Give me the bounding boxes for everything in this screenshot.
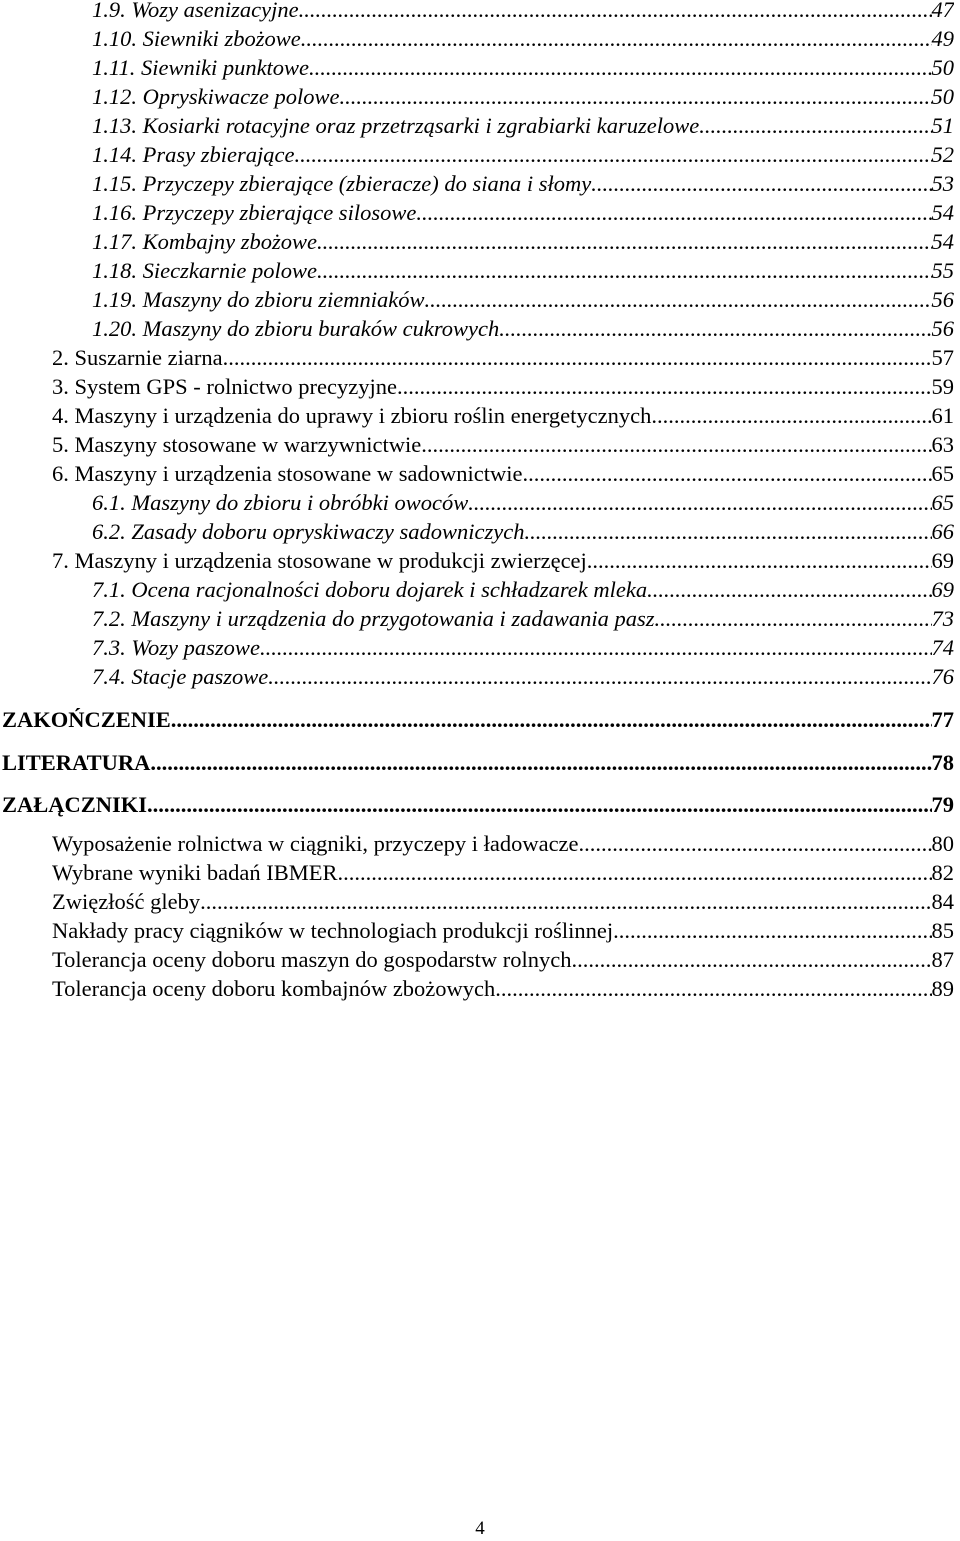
toc-dot-leader [416,199,931,227]
toc-entry[interactable] [92,518,954,546]
toc-dot-leader [317,257,932,285]
toc-entry[interactable] [92,634,954,662]
toc-dot-leader [309,54,931,82]
toc-dot-leader [200,888,931,916]
toc-dot-leader [579,830,932,858]
toc-entry[interactable] [2,790,954,820]
toc-dot-leader [468,489,931,517]
toc-entry[interactable] [92,663,954,691]
toc-entry-page-number: 61 [931,403,954,428]
toc-dot-leader [294,141,931,169]
toc-entry-page-number: 54 [931,229,954,254]
toc-entry[interactable] [92,605,954,633]
toc-entry[interactable] [92,83,954,111]
toc-entry-page-number: 73 [931,606,954,631]
toc-entry-title: Wybrane wyniki badań IBMER [52,860,338,885]
toc-entry-title: Tolerancja oceny doboru kombajnów zbożowych [52,976,496,1001]
toc-entry-title: 1.11. Siewniki punktowe [92,55,310,80]
toc-entry[interactable] [52,402,954,430]
toc-entry-title: 7.2. Maszyny i urządzenia do przygotowania i zadawania pasz [92,606,655,631]
toc-entry[interactable] [52,888,954,916]
toc-entry-title: 1.12. Opryskiwacze polowe [92,84,340,109]
toc-entry-page-number: 52 [931,142,954,167]
toc-entry-title: 5. Maszyny stosowane w warzywnictwie [52,432,422,457]
toc-entry-page-number: 74 [931,635,954,660]
toc-entry-title: 2. Suszarnie ziarna [52,345,223,370]
toc-entry-title: 4. Maszyny i urządzenia do uprawy i zbioru roślin energetycznych [52,403,652,428]
toc-dot-leader [301,25,932,53]
toc-entry-title: 7.1. Ocena racjonalności doboru dojarek i schładzarek mleka [92,577,648,602]
toc-entry-page-number: 77 [931,707,954,732]
toc-dot-leader [655,605,932,633]
toc-entry[interactable] [92,54,954,82]
toc-entry-title: 6.1. Maszyny do zbioru i obróbki owoców [92,490,469,515]
toc-entry-page-number: 56 [931,287,954,312]
toc-entry[interactable] [52,859,954,887]
toc-entry[interactable] [2,748,954,778]
toc-entry[interactable] [92,25,954,53]
toc-dot-leader [397,373,932,401]
toc-entry-title: ZAŁĄCZNIKI [2,792,148,817]
toc-entry-page-number: 89 [931,976,954,1001]
toc-entry[interactable] [52,460,954,488]
toc-entry-page-number: 50 [931,84,954,109]
toc-dot-leader [591,170,931,198]
toc-dot-leader [524,518,931,546]
toc-entry[interactable] [92,0,954,24]
toc-dot-leader [647,576,931,604]
toc-entry-title: Wyposażenie rolnictwa w ciągniki, przyczepy i ładowacze [52,831,579,856]
toc-entry-page-number: 69 [931,577,954,602]
toc-entry-title: 1.20. Maszyny do zbioru buraków cukrowych [92,316,500,341]
toc-entry-page-number: 85 [931,918,954,943]
toc-entry-title: Nakłady pracy ciągników w technologiach produkcji roślinnej [52,918,614,943]
toc-entry[interactable] [92,257,954,285]
toc-entry-title: 1.14. Prasy zbierające [92,142,295,167]
toc-entry-title: 1.17. Kombajny zbożowe [92,229,317,254]
toc-entry[interactable] [52,830,954,858]
toc-dot-leader [171,705,932,735]
toc-entry-title: ZAKOŃCZENIE [2,707,171,732]
toc-entry-title: 1.13. Kosiarki rotacyjne oraz przetrząsarki i zgrabiarki karuzelowe [92,113,700,138]
toc-dot-leader [699,112,931,140]
toc-entry-page-number: 79 [931,792,954,817]
toc-entry-title: 7.3. Wozy paszowe [92,635,260,660]
toc-dot-leader [317,228,932,256]
toc-entry-title: 6. Maszyny i urządzenia stosowane w sadownictwie [52,461,523,486]
toc-entry[interactable] [92,576,954,604]
toc-entry-page-number: 55 [931,258,954,283]
toc-entry-page-number: 66 [931,519,954,544]
toc-entry-page-number: 57 [931,345,954,370]
toc-dot-leader [339,83,931,111]
toc-entry-page-number: 78 [931,750,954,775]
toc-entry-title: 3. System GPS - rolnictwo precyzyjne [52,374,397,399]
toc-dot-leader [651,402,931,430]
toc-entry-page-number: 69 [931,548,954,573]
toc-entry[interactable] [92,286,954,314]
toc-entry-page-number: 65 [931,490,954,515]
toc-entry-title: LITERATURA [2,750,151,775]
toc-dot-leader [421,431,931,459]
toc-dot-leader [587,547,932,575]
toc-entry-page-number: 63 [931,432,954,457]
toc-dot-leader [299,0,932,24]
toc-entry-page-number: 59 [931,374,954,399]
toc-dot-leader [147,790,931,820]
toc-entry[interactable] [52,373,954,401]
toc-entry-page-number: 76 [931,664,954,689]
toc-entry[interactable] [92,170,954,198]
toc-entry[interactable] [92,315,954,343]
toc-dot-leader [150,748,931,778]
toc-entry[interactable] [52,917,954,945]
toc-entry-title: 7.4. Stacje paszowe [92,664,269,689]
toc-entry[interactable] [52,975,954,1003]
toc-entry-page-number: 65 [931,461,954,486]
toc-entry-page-number: 49 [931,26,954,51]
toc-entry-title: 1.10. Siewniki zbożowe [92,26,301,51]
toc-entry-title: Tolerancja oceny doboru maszyn do gospodarstw rolnych [52,947,572,972]
toc-entry-page-number: 84 [931,889,954,914]
toc-entry[interactable] [52,431,954,459]
toc-entry-page-number: 82 [931,860,954,885]
toc-dot-leader [337,859,931,887]
toc-entry-page-number: 51 [931,113,954,138]
toc-entry-page-number: 54 [931,200,954,225]
toc-entry-page-number: 50 [931,55,954,80]
toc-entry[interactable] [52,946,954,974]
toc-entry[interactable] [92,489,954,517]
toc-entry[interactable] [92,199,954,227]
toc-dot-leader [268,663,931,691]
toc-entry-title: Zwięzłość gleby [52,889,201,914]
toc-entry-title: 7. Maszyny i urządzenia stosowane w produkcji zwierzęcej [52,548,587,573]
toc-entry[interactable] [92,112,954,140]
toc-entry-title: 6.2. Zasady doboru opryskiwaczy sadowniczych [92,519,525,544]
toc-dot-leader [260,634,932,662]
page-number: 4 [475,1518,485,1539]
toc-entry[interactable] [92,141,954,169]
toc-dot-leader [572,946,932,974]
toc-entry-page-number: 47 [931,0,954,22]
toc-entry-title: 1.9. Wozy asenizacyjne [92,0,299,22]
toc-entry-title: 1.19. Maszyny do zbioru ziemniaków [92,287,425,312]
toc-entry-page-number: 56 [931,316,954,341]
toc-dot-leader [523,460,932,488]
toc-dot-leader [424,286,931,314]
toc-dot-leader [613,917,931,945]
toc-entry[interactable] [2,705,954,735]
toc-entry-page-number: 87 [931,947,954,972]
toc-dot-leader [223,344,932,372]
toc-entry-title: 1.15. Przyczepy zbierające (zbieracze) do siana i słomy [92,171,592,196]
toc-entry[interactable] [52,344,954,372]
toc-entry-title: 1.18. Sieczkarnie polowe [92,258,317,283]
toc-entry[interactable] [92,228,954,256]
toc-entry-title: 1.16. Przyczepy zbierające silosowe [92,200,417,225]
toc-entry-page-number: 53 [931,171,954,196]
toc-entry[interactable] [52,547,954,575]
toc-dot-leader [495,975,931,1003]
toc-dot-leader [499,315,931,343]
toc-entry-page-number: 80 [931,831,954,856]
